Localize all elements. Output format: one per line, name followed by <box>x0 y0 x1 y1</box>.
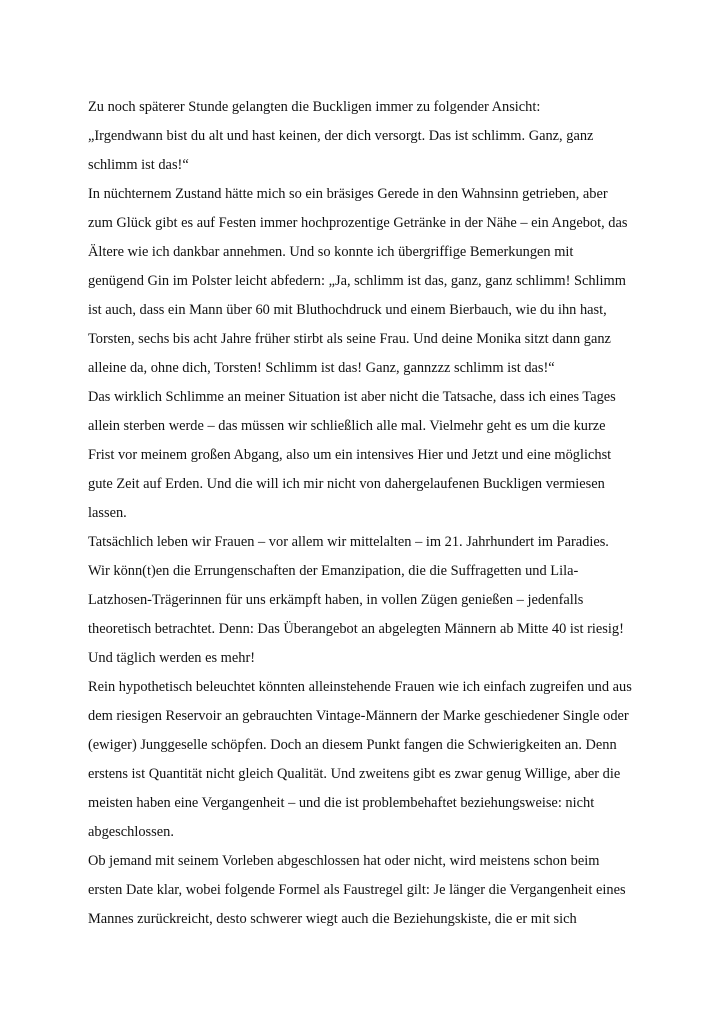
text-line: Ältere wie ich dankbar annehmen. Und so konnte ich übergriffige Bemerkungen mit <box>88 244 574 260</box>
text-line: „Irgendwann bist du alt und hast keinen, der dich versorgt. Das ist schlimm. Ganz, ganz <box>88 128 594 144</box>
text-line: ist auch, dass ein Mann über 60 mit Bluthochdruck und einem Bierbauch, wie du ihn hast, <box>88 302 607 318</box>
text-line: ersten Date klar, wobei folgende Formel als Faustregel gilt: Je länger die Vergangenheit eines <box>88 882 626 898</box>
text-line: Latzhosen-Trägerinnen für uns erkämpft haben, in vollen Zügen genießen – jedenfalls <box>88 592 584 608</box>
text-line: abgeschlossen. <box>88 824 174 840</box>
text-line: Torsten, sechs bis acht Jahre früher stirbt als seine Frau. Und deine Monika sitzt dann ganz <box>88 331 611 347</box>
text-line: erstens ist Quantität nicht gleich Qualität. Und zweitens gibt es zwar genug Willige, aber die <box>88 766 621 782</box>
text-line: (ewiger) Junggeselle schöpfen. Doch an diesem Punkt fangen die Schwierigkeiten an. Denn <box>88 737 617 753</box>
text-line: Frist vor meinem großen Abgang, also um ein intensives Hier und Jetzt und eine möglichst <box>88 447 612 463</box>
text-line: Tatsächlich leben wir Frauen – vor allem wir mittelalten – im 21. Jahrhundert im Paradies. <box>88 534 609 550</box>
text-line: zum Glück gibt es auf Festen immer hochprozentige Getränke in der Nähe – ein Angebot, das <box>88 215 628 231</box>
text-line: schlimm ist das!“ <box>88 157 189 173</box>
text-line: lassen. <box>88 505 127 521</box>
text-line: Wir könn(t)en die Errungenschaften der Emanzipation, die die Suffragetten und Lila- <box>88 563 579 579</box>
text-line: dem riesigen Reservoir an gebrauchten Vintage-Männern der Marke geschiedener Single oder <box>88 708 629 724</box>
document-page <box>88 93 648 934</box>
text-line: In nüchternem Zustand hätte mich so ein bräsiges Gerede in den Wahnsinn getrieben, aber <box>88 186 608 202</box>
text-line: gute Zeit auf Erden. Und die will ich mir nicht von dahergelaufenen Buckligen vermiesen <box>88 476 605 492</box>
text-line: alleine da, ohne dich, Torsten! Schlimm ist das! Ganz, gannzzz schlimm ist das!“ <box>88 360 555 376</box>
text-line: Das wirklich Schlimme an meiner Situation ist aber nicht die Tatsache, dass ich eines Tages <box>88 389 616 405</box>
text-line: Mannes zurückreicht, desto schwerer wiegt auch die Beziehungskiste, die er mit sich <box>88 911 577 927</box>
text-line: Und täglich werden es mehr! <box>88 650 256 666</box>
text-line: meisten haben eine Vergangenheit – und die ist problembehaftet beziehungsweise: nicht <box>88 795 595 811</box>
text-line: theoretisch betrachtet. Denn: Das Überangebot an abgelegten Männern ab Mitte 40 ist riesig! <box>88 621 624 637</box>
text-line: Zu noch späterer Stunde gelangten die Buckligen immer zu folgender Ansicht: <box>88 99 541 115</box>
text-line: genügend Gin im Polster leicht abfedern: „Ja, schlimm ist das, ganz, ganz schlimm! Schlimm <box>88 273 626 289</box>
text-line: Rein hypothetisch beleuchtet könnten alleinstehende Frauen wie ich einfach zugreifen und aus <box>88 679 632 695</box>
text-line: allein sterben werde – das müssen wir schließlich alle mal. Vielmehr geht es um die kurze <box>88 418 606 434</box>
text-line: Ob jemand mit seinem Vorleben abgeschlossen hat oder nicht, wird meistens schon beim <box>88 853 600 869</box>
